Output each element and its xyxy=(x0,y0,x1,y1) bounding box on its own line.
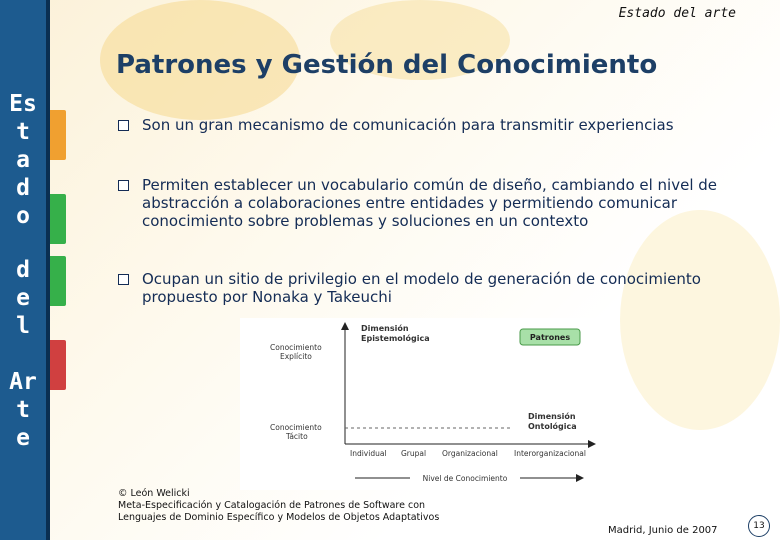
y-axis-title-line2: Epistemológica xyxy=(361,334,430,343)
knowledge-diagram xyxy=(240,318,610,490)
footer-credits xyxy=(118,488,439,524)
decorative-blob xyxy=(620,210,780,430)
sidebar-tab-green[interactable] xyxy=(50,194,66,244)
bullet-item xyxy=(118,270,758,306)
bullet-text: Ocupan un sitio de privilegio en el modelo de generación de conocimiento propuesto por Nonaka y Takeuchi xyxy=(142,270,701,306)
bullet-item xyxy=(118,176,758,230)
sidebar-word-del: d e l xyxy=(16,257,30,339)
bullet-text: Son un gran mecanismo de comunicación para transmitir experiencias xyxy=(142,116,674,134)
x-axis-label: Nivel de Conocimiento xyxy=(422,474,508,483)
page-number-badge: 13 xyxy=(748,515,770,537)
patrones-label: Patrones xyxy=(529,333,571,342)
checkbox-bullet-icon xyxy=(118,180,129,191)
x-tick-label: Grupal xyxy=(401,449,427,458)
footer-work-title-line1: Meta-Especificación y Catalogación de Patrones de Software con xyxy=(118,500,426,511)
x-tick-label: Interorganizacional xyxy=(514,449,586,458)
y-top-label-line2: Explícito xyxy=(280,352,312,361)
slide-title: Patrones y Gestión del Conocimiento xyxy=(116,50,658,80)
x-tick-label: Individual xyxy=(350,449,387,458)
sidebar-tab-orange[interactable] xyxy=(50,110,66,160)
bullet-item xyxy=(118,116,758,134)
footer-author: © León Welicki xyxy=(118,488,190,499)
y-top-label-line1: Conocimiento xyxy=(270,343,322,352)
x-axis-title-line1: Dimensión xyxy=(528,412,576,421)
section-label: Estado del arte xyxy=(618,6,736,21)
footer-date: Madrid, Junio de 2007 xyxy=(608,525,718,536)
x-axis-title-line2: Ontológica xyxy=(528,422,577,431)
y-bottom-label-line2: Tácito xyxy=(286,432,308,441)
x-tick-label: Organizacional xyxy=(442,449,498,458)
checkbox-bullet-icon xyxy=(118,274,129,285)
footer-work-title-line2: Lenguajes de Dominio Específico y Modelos de Objetos Adaptativos xyxy=(118,512,440,523)
sidebar-word-arte: Ar t e xyxy=(9,369,37,451)
sidebar-tab-green-2[interactable] xyxy=(50,256,66,306)
bullet-text: Permiten establecer un vocabulario común de diseño, cambiando el nivel de abstracción a colaboraciones entre entidades y permitiendo comunicar conocimiento sobre problemas y soluciones en un contexto xyxy=(142,176,718,230)
sidebar-tab-red[interactable] xyxy=(50,340,66,390)
y-axis-title-line1: Dimensión xyxy=(361,324,409,333)
checkbox-bullet-icon xyxy=(118,120,129,131)
y-bottom-label-line1: Conocimiento xyxy=(270,423,322,432)
sidebar-word-estado: Es t a d o xyxy=(9,91,37,229)
